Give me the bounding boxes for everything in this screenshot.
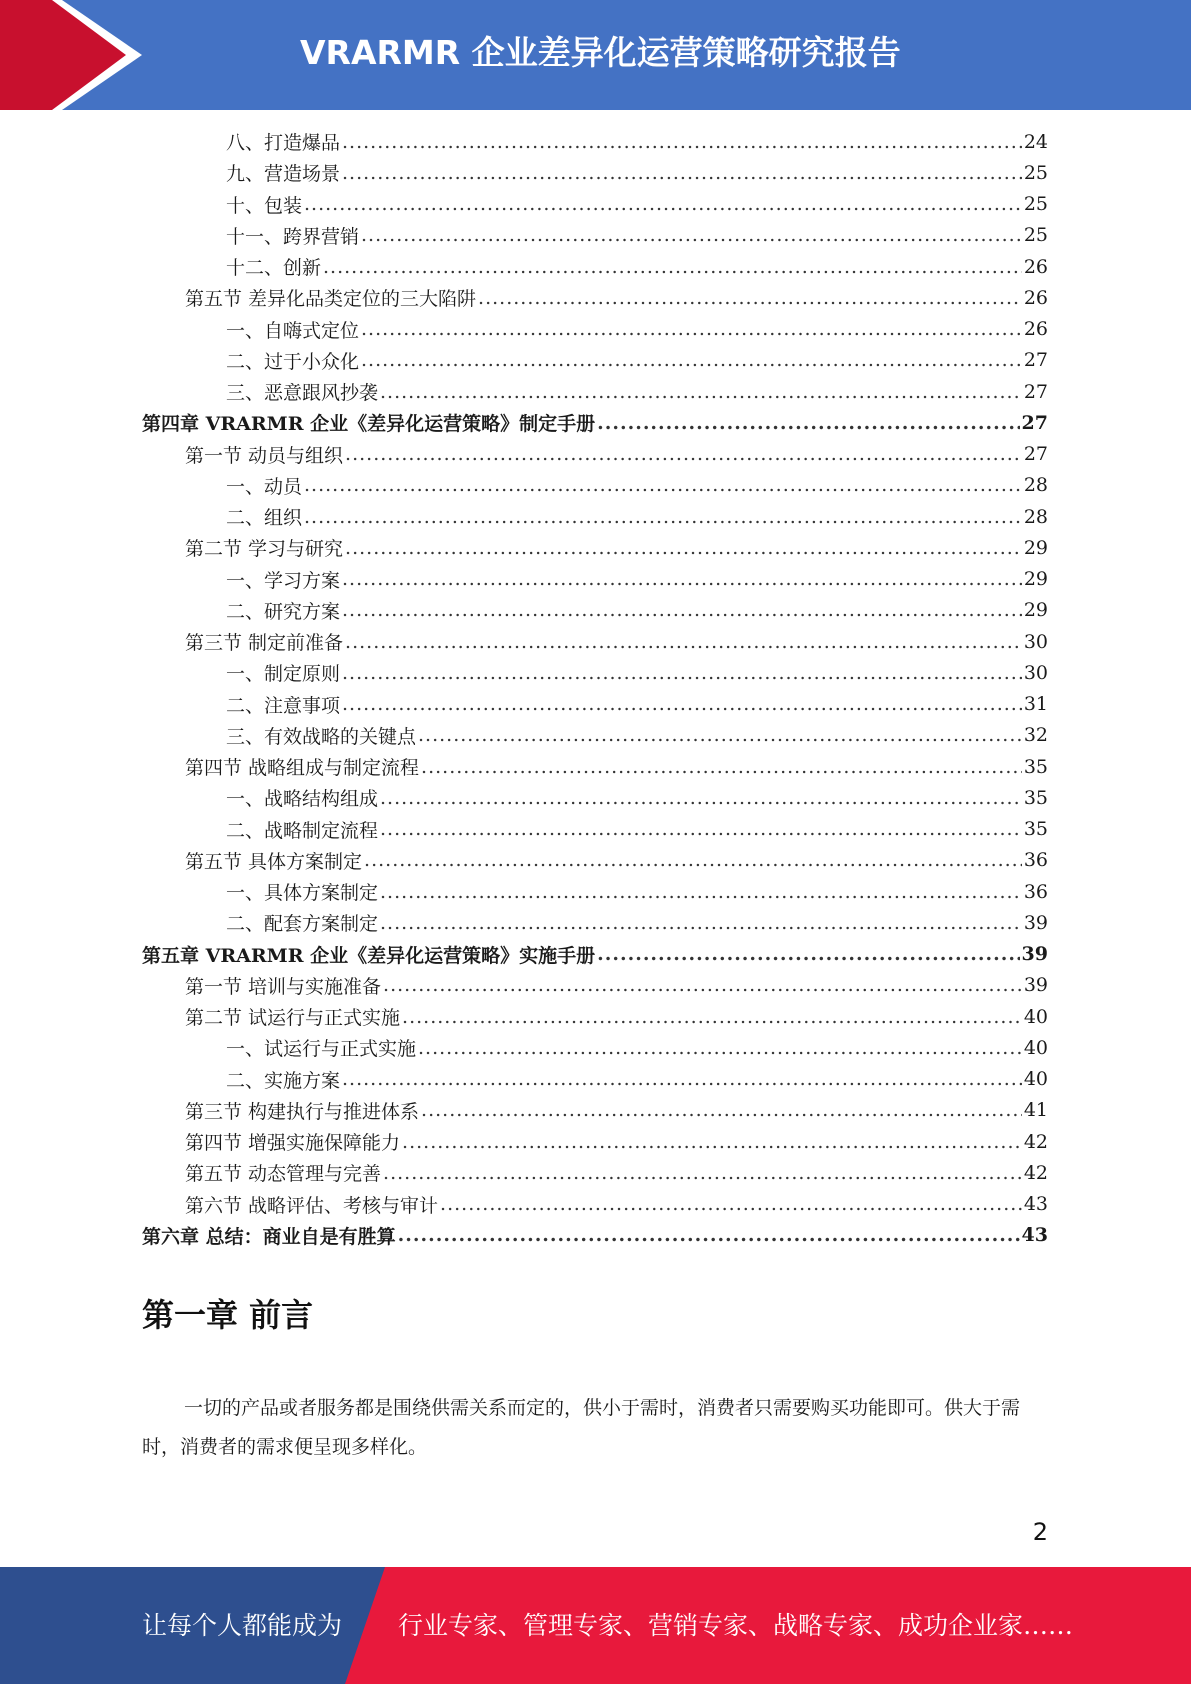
toc-entry[interactable] (0, 939, 1048, 970)
toc-entry[interactable] (0, 470, 1048, 501)
toc-dot-leader (342, 599, 1022, 621)
toc-dot-leader (304, 193, 1022, 215)
toc-entry[interactable] (0, 189, 1048, 220)
toc-dot-leader (342, 162, 1022, 184)
toc-entry-label: 十一、跨界营销 (226, 225, 360, 248)
toc-dot-leader (304, 506, 1022, 528)
toc-entry-label: 第二节 学习与研究 (185, 538, 344, 561)
toc-entry-page: 35 (1023, 755, 1048, 778)
toc-entry-label: 三、有效战略的关键点 (226, 725, 417, 748)
footer-slogan-right: 行业专家、管理专家、营销专家、战略专家、成功企业家…… (398, 1611, 1074, 1640)
toc-entry-label: 九、营造场景 (226, 163, 341, 186)
toc-entry[interactable] (0, 251, 1048, 282)
toc-entry[interactable] (0, 814, 1048, 845)
toc-entry-page: 41 (1023, 1099, 1048, 1122)
toc-entry[interactable] (0, 1095, 1048, 1126)
chapter-heading: 第一章 前言 (142, 1296, 314, 1334)
toc-entry-page: 30 (1023, 661, 1048, 684)
toc-entry-page: 29 (1023, 568, 1048, 591)
toc-entry-page: 42 (1023, 1161, 1048, 1184)
toc-entry-label: 第三节 构建执行与推进体系 (185, 1100, 420, 1123)
toc-entry-label: 三、恶意跟风抄袭 (226, 382, 379, 405)
toc-dot-leader (402, 1006, 1022, 1028)
toc-entry-page: 26 (1023, 255, 1048, 278)
page-number: 2 (1032, 1518, 1048, 1546)
toc-entry[interactable] (0, 595, 1048, 626)
toc-entry-page: 36 (1023, 880, 1048, 903)
toc-entry[interactable] (0, 157, 1048, 188)
toc-entry[interactable] (0, 1032, 1048, 1063)
toc-dot-leader (345, 631, 1022, 653)
toc-dot-leader (342, 662, 1022, 684)
report-title: VRARMR 企业差异化运营策略研究报告 (300, 33, 901, 72)
toc-dot-leader (361, 318, 1022, 340)
toc-entry-page: 24 (1023, 130, 1048, 153)
toc-entry-label: 一、制定原则 (226, 663, 341, 686)
toc-entry-page: 30 (1023, 630, 1048, 653)
toc-dot-leader (380, 381, 1022, 403)
toc-dot-leader (597, 412, 1019, 434)
toc-entry[interactable] (0, 1220, 1048, 1251)
toc-entry-label: 第四章 VRARMR 企业《差异化运营策略》制定手册 (142, 413, 596, 436)
toc-entry-page: 39 (1023, 974, 1048, 997)
toc-entry-label: 二、研究方案 (226, 600, 341, 623)
toc-entry-page: 25 (1023, 224, 1048, 247)
toc-entry[interactable] (0, 407, 1048, 438)
toc-entry-page: 25 (1023, 161, 1048, 184)
toc-entry[interactable] (0, 564, 1048, 595)
toc-entry[interactable] (0, 626, 1048, 657)
toc-entry-page: 43 (1023, 1193, 1048, 1216)
toc-entry[interactable] (0, 220, 1048, 251)
toc-entry-label: 二、组织 (226, 507, 303, 530)
toc-entry-page: 39 (1021, 943, 1048, 966)
toc-entry[interactable] (0, 876, 1048, 907)
toc-entry-page: 27 (1021, 411, 1048, 434)
toc-entry-label: 二、注意事项 (226, 694, 341, 717)
toc-entry-label: 二、配套方案制定 (226, 913, 379, 936)
toc-entry[interactable] (0, 376, 1048, 407)
toc-dot-leader (421, 1099, 1022, 1121)
toc-entry-label: 第四节 战略组成与制定流程 (185, 757, 420, 780)
toc-entry-label: 十、包装 (226, 194, 303, 217)
toc-entry[interactable] (0, 907, 1048, 938)
toc-entry-page: 27 (1023, 380, 1048, 403)
page-header-banner (0, 0, 1191, 110)
toc-entry[interactable] (0, 532, 1048, 563)
toc-entry-page: 32 (1023, 724, 1048, 747)
toc-entry-page: 35 (1023, 786, 1048, 809)
toc-entry[interactable] (0, 720, 1048, 751)
toc-dot-leader (304, 474, 1022, 496)
toc-entry[interactable] (0, 1126, 1048, 1157)
toc-entry-label: 一、具体方案制定 (226, 882, 379, 905)
toc-entry[interactable] (0, 126, 1048, 157)
toc-entry-page: 39 (1023, 911, 1048, 934)
toc-dot-leader (342, 131, 1022, 153)
toc-entry-page: 27 (1023, 349, 1048, 372)
toc-entry-page: 28 (1023, 474, 1048, 497)
toc-dot-leader (345, 537, 1022, 559)
toc-entry-page: 27 (1023, 443, 1048, 466)
toc-dot-leader (380, 881, 1022, 903)
toc-entry[interactable] (0, 501, 1048, 532)
toc-entry-label: 第四节 增强实施保障能力 (185, 1132, 401, 1155)
toc-entry-page: 40 (1023, 1036, 1048, 1059)
toc-entry[interactable] (0, 782, 1048, 813)
toc-entry-page: 26 (1023, 286, 1048, 309)
toc-entry-label: 第一节 动员与组织 (185, 444, 344, 467)
toc-dot-leader (361, 349, 1022, 371)
toc-entry-label: 第五节 动态管理与完善 (185, 1163, 382, 1186)
toc-dot-leader (402, 1131, 1022, 1153)
toc-entry[interactable] (0, 1157, 1048, 1188)
toc-entry-label: 一、自嗨式定位 (226, 319, 360, 342)
toc-entry[interactable] (0, 345, 1048, 376)
toc-entry-page: 28 (1023, 505, 1048, 528)
toc-entry-label: 第五节 具体方案制定 (185, 850, 363, 873)
toc-entry-page: 43 (1021, 1224, 1048, 1247)
toc-dot-leader (597, 943, 1019, 965)
toc-entry[interactable] (0, 1064, 1048, 1095)
toc-dot-leader (342, 1068, 1022, 1090)
toc-entry-label: 第一节 培训与实施准备 (185, 975, 382, 998)
chevron-arrow-icon (0, 0, 160, 110)
toc-entry-label: 第五节 差异化品类定位的三大陷阱 (185, 288, 477, 311)
page-footer-banner (0, 1567, 1191, 1684)
toc-dot-leader (380, 787, 1022, 809)
toc-dot-leader (364, 849, 1022, 871)
toc-dot-leader (361, 224, 1022, 246)
toc-entry[interactable] (0, 314, 1048, 345)
toc-dot-leader (421, 756, 1022, 778)
toc-dot-leader (383, 974, 1022, 996)
toc-entry[interactable] (0, 1001, 1048, 1032)
toc-entry[interactable] (0, 439, 1048, 470)
toc-entry-page: 26 (1023, 318, 1048, 341)
toc-entry[interactable] (0, 1189, 1048, 1220)
toc-entry-page: 35 (1023, 818, 1048, 841)
toc-entry-page: 29 (1023, 599, 1048, 622)
footer-slogan-left: 让每个人都能成为 (142, 1611, 343, 1640)
toc-entry-label: 二、实施方案 (226, 1069, 341, 1092)
toc-entry-label: 第三节 制定前准备 (185, 632, 344, 655)
toc-entry-label: 八、打造爆品 (226, 132, 341, 155)
toc-entry-label: 第六章 总结：商业自是有胜算 (142, 1225, 396, 1248)
chapter-paragraph: 一切的产品或者服务都是围绕供需关系而定的，供小于需时，消费者只需要购买功能即可。供大于需时，消费者的需求便呈现多样化。 (142, 1397, 1021, 1458)
toc-entry-page: 40 (1023, 1068, 1048, 1091)
toc-entry[interactable] (0, 751, 1048, 782)
toc-entry-page: 42 (1023, 1130, 1048, 1153)
toc-entry-label: 一、战略结构组成 (226, 788, 379, 811)
toc-entry-label: 第二节 试运行与正式实施 (185, 1007, 401, 1030)
toc-dot-leader (342, 693, 1022, 715)
toc-entry-label: 二、战略制定流程 (226, 819, 379, 842)
toc-dot-leader (398, 1224, 1020, 1246)
toc-dot-leader (345, 443, 1022, 465)
toc-entry-label: 一、学习方案 (226, 569, 341, 592)
toc-entry-label: 二、过于小众化 (226, 350, 360, 373)
toc-entry[interactable] (0, 282, 1048, 313)
toc-dot-leader (418, 1037, 1022, 1059)
toc-entry-page: 31 (1023, 693, 1048, 716)
toc-entry[interactable] (0, 689, 1048, 720)
toc-entry-label: 一、动员 (226, 475, 303, 498)
toc-dot-leader (383, 1162, 1022, 1184)
toc-dot-leader (380, 912, 1022, 934)
toc-entry-page: 36 (1023, 849, 1048, 872)
toc-entry-page: 29 (1023, 536, 1048, 559)
toc-entry[interactable] (0, 657, 1048, 688)
toc-entry-label: 第六节 战略评估、考核与审计 (185, 1194, 439, 1217)
toc-entry-page: 40 (1023, 1005, 1048, 1028)
toc-dot-leader (342, 568, 1022, 590)
toc-entry[interactable] (0, 970, 1048, 1001)
toc-entry-label: 第五章 VRARMR 企业《差异化运营策略》实施手册 (142, 944, 596, 967)
toc-dot-leader (380, 818, 1022, 840)
toc-dot-leader (418, 724, 1022, 746)
toc-entry-label: 一、试运行与正式实施 (226, 1038, 417, 1061)
toc-entry-label: 十二、创新 (226, 257, 322, 280)
toc-entry[interactable] (0, 845, 1048, 876)
table-of-contents (0, 126, 1191, 1251)
toc-dot-leader (440, 1193, 1022, 1215)
toc-dot-leader (323, 256, 1022, 278)
toc-entry-page: 25 (1023, 193, 1048, 216)
toc-dot-leader (478, 287, 1022, 309)
